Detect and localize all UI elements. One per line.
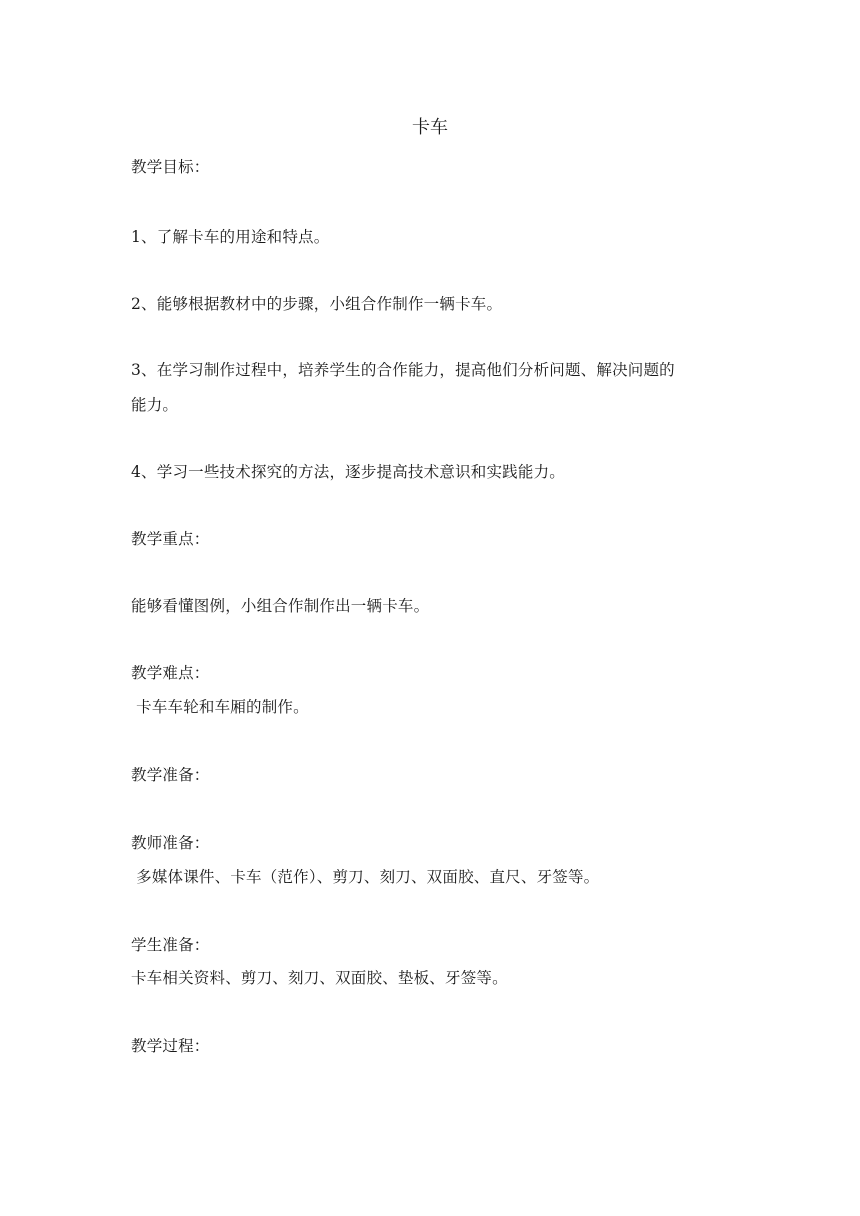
teacher-prep-heading: 教师准备： bbox=[131, 834, 210, 852]
key-points-heading: 教学重点： bbox=[131, 530, 210, 548]
document-title: 卡车 bbox=[412, 117, 448, 138]
student-prep-heading: 学生准备： bbox=[131, 936, 210, 954]
teacher-prep-text: 多媒体课件、卡车（范作）、剪刀、刻刀、双面胶、直尺、牙签等。 bbox=[131, 868, 600, 886]
key-points-text: 能够看懂图例，小组合作制作出一辆卡车。 bbox=[131, 597, 430, 615]
student-prep-text: 卡车相关资料、剪刀、刻刀、双面胶、垫板、牙签等。 bbox=[131, 969, 508, 987]
process-heading: 教学过程： bbox=[131, 1037, 210, 1055]
difficulties-heading: 教学难点： bbox=[131, 664, 210, 682]
objective-item-3-line1: 3、在学习制作过程中，培养学生的合作能力，提高他们分析问题、解决问题的 bbox=[131, 361, 675, 379]
objective-item-4: 4、学习一些技术探究的方法，逐步提高技术意识和实践能力。 bbox=[131, 463, 565, 481]
preparation-heading: 教学准备： bbox=[131, 766, 210, 784]
objective-item-1: 1、了解卡车的用途和特点。 bbox=[131, 228, 330, 246]
objective-item-3-line2: 能力。 bbox=[131, 396, 179, 414]
objective-item-2: 2、能够根据教材中的步骤，小组合作制作一辆卡车。 bbox=[131, 295, 503, 313]
difficulties-text: 卡车车轮和车厢的制作。 bbox=[131, 698, 309, 716]
objectives-heading: 教学目标： bbox=[131, 158, 210, 176]
